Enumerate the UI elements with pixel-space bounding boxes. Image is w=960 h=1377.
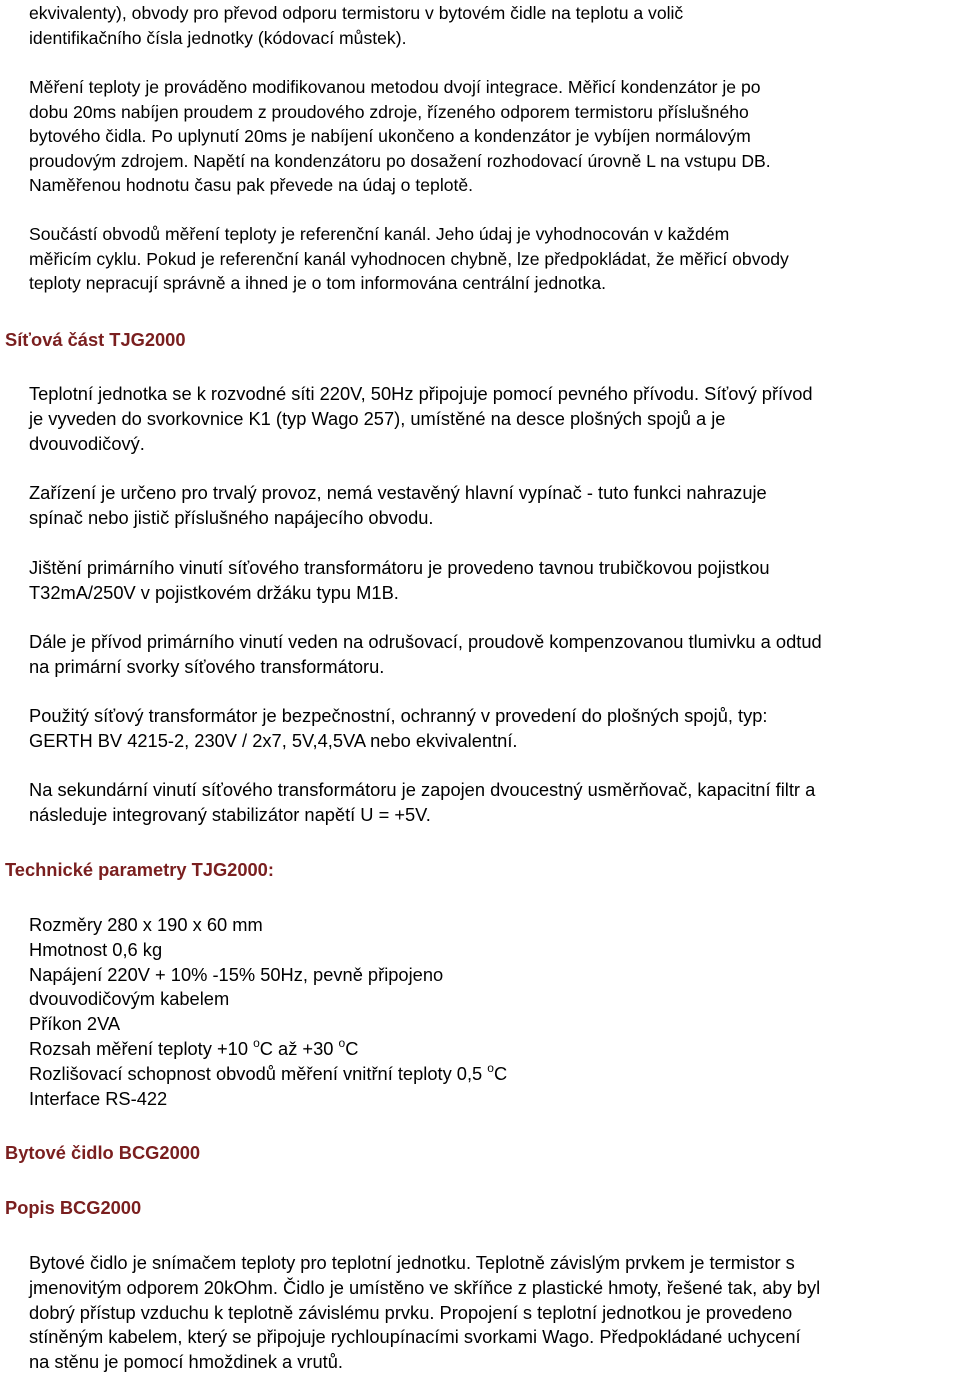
text-line: Součástí obvodů měření teploty je referenční kanál. Jeho údaj je vyhodnocován v každém — [29, 224, 730, 244]
degree-superscript: o — [253, 1035, 260, 1050]
resolution-prefix: Rozlišovací schopnost obvodů měření vnitřní teploty 0,5 — [29, 1062, 488, 1084]
text-line: Použitý síťový transformátor je bezpečnostní, ochranný v provedení do plošných spojů, typ: — [29, 705, 768, 726]
text-line: Měření teploty je prováděno modifikovanou metodou dvojí integrace. Měřicí kondenzátor je po — [29, 77, 761, 97]
text-line: jmenovitým odporem 20kOhm. Čidlo je umístěno ve skříňce z plastické hmoty, řešené tak, aby byl — [29, 1276, 821, 1298]
sitova-paragraph-5 — [29, 704, 768, 754]
param-consumption: Příkon 2VA — [29, 1013, 121, 1035]
intro-paragraph-3 — [29, 222, 789, 296]
text-line: Dále je přívod primárního vinutí veden na odrušovací, proudově kompenzovanou tlumivku a odtud — [29, 631, 822, 652]
degree-superscript: o — [338, 1035, 346, 1050]
param-dimensions: Rozměry 280 x 190 x 60 mm — [29, 914, 263, 935]
sitova-paragraph-2 — [29, 481, 767, 531]
section-heading-bytove-cidlo: Bytové čidlo BCG2000 — [5, 1142, 201, 1163]
sitova-paragraph-4 — [29, 630, 822, 680]
text-line: na primární svorky síťového transformátoru. — [29, 655, 385, 677]
text-line: následuje integrovaný stabilizátor napětí U = +5V. — [29, 803, 431, 825]
intro-paragraph-2 — [29, 75, 771, 198]
text-line: stíněným kabelem, který se připojuje rychloupínacími svorkami Wago. Předpokládané uchycení — [29, 1326, 801, 1348]
text-line: Na sekundární vinutí síťového transformátoru je zapojen dvoucestný usměrňovač, kapacitní filtr a — [29, 779, 816, 800]
text-line: dobrý přístup vzduchu k teplotně závislému prvku. Propojení s teplotní jednotkou je provedeno — [29, 1301, 793, 1323]
text-line: ekvivalenty), obvody pro převod odporu termistoru v bytovém čidle na teplotu a volič — [29, 3, 684, 23]
sitova-paragraph-1 — [29, 382, 813, 456]
text-line: Teplotní jednotka se k rozvodné síti 220V, 50Hz připojuje pomocí pevného přívodu. Síťový přívod — [29, 383, 813, 404]
text-line: proudovým zdrojem. Napětí na kondenzátoru po dosažení rozhodovací úrovně L na vstupu DB. — [29, 150, 771, 171]
text-line: Bytové čidlo je snímačem teploty pro teplotní jednotku. Teplotně závislým prvkem je termistor s — [29, 1252, 795, 1273]
param-weight: Hmotnost 0,6 kg — [29, 938, 163, 960]
text-line: je vyveden do svorkovnice K1 (typ Wago 257), umístěné na desce plošných spojů a je — [29, 407, 726, 429]
text-line: Zařízení je určeno pro trvalý provoz, nemá vestavěný hlavní vypínač - tuto funkci nahrazuje — [29, 482, 767, 503]
section-heading-popis: Popis BCG2000 — [5, 1197, 142, 1218]
param-range — [29, 1037, 507, 1062]
text-line: Jištění primárního vinutí síťového transformátoru je provedeno tavnou trubičkovou pojistkou — [29, 557, 770, 578]
section-heading-sitova: Síťová část TJG2000 — [5, 329, 186, 350]
range-mid: C až +30 — [259, 1037, 339, 1059]
section-heading-parametry: Technické parametry TJG2000: — [5, 859, 274, 880]
text-line: identifikačního čísla jednotky (kódovací můstek). — [29, 27, 407, 48]
param-resolution — [29, 1062, 507, 1087]
text-line: měřicím cyklu. Pokud je referenční kanál vyhodnocen chybně, lze předpokládat, že měřicí obvody — [29, 248, 789, 269]
param-power-supply: Napájení 220V + 10% -15% 50Hz, pevně připojeno — [29, 963, 444, 985]
parameters-list — [29, 913, 507, 1111]
text-line: dobu 20ms nabíjen proudem z proudového zdroje, řízeného odporem termistoru příslušného — [29, 101, 749, 122]
degree-superscript: o — [487, 1060, 494, 1075]
text-line: spínač nebo jistič příslušného napájecího obvodu. — [29, 506, 434, 528]
text-line: dvouvodičový. — [29, 432, 145, 454]
intro-paragraph-1 — [29, 1, 683, 50]
range-suffix: C — [345, 1037, 359, 1059]
text-line: T32mA/250V v pojistkovém držáku typu M1B. — [29, 581, 399, 603]
text-line: bytového čidla. Po uplynutí 20ms je nabíjení ukončeno a kondenzátor je vybíjen normálovým — [29, 126, 751, 146]
text-line: teploty nepracují správně a ihned je o tom informována centrální jednotka. — [29, 273, 607, 293]
sitova-paragraph-6 — [29, 778, 815, 828]
text-line: GERTH BV 4215-2, 230V / 2x7, 5V,4,5VA nebo ekvivalentní. — [29, 729, 518, 751]
text-line: Naměřenou hodnotu času pak převede na údaj o teplotě. — [29, 175, 474, 195]
range-prefix: Rozsah měření teploty +10 — [29, 1037, 254, 1059]
text-line: na stěnu je pomocí hmoždinek a vrutů. — [29, 1351, 344, 1373]
popis-paragraph-1 — [29, 1251, 820, 1375]
sitova-paragraph-3 — [29, 556, 770, 606]
resolution-suffix: C — [493, 1062, 508, 1084]
param-power-supply-cont: dvouvodičovým kabelem — [29, 988, 230, 1010]
param-interface: Interface RS-422 — [29, 1087, 168, 1109]
